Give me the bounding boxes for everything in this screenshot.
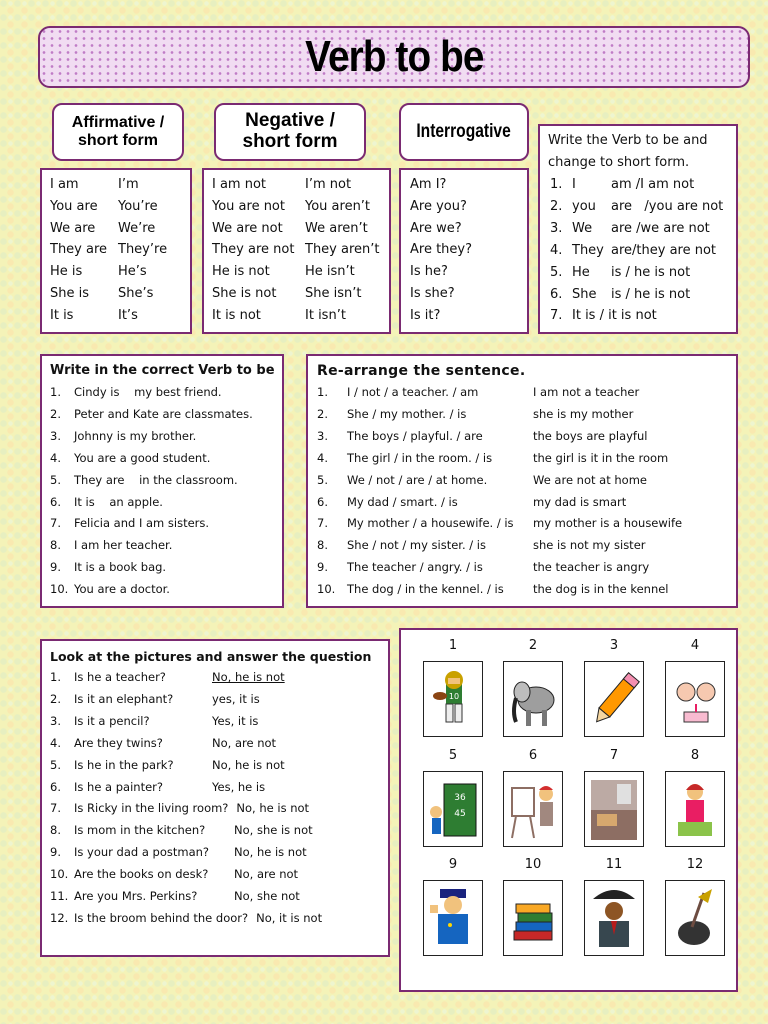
rearrange-row — [317, 448, 682, 470]
negative-full: You are not — [212, 198, 285, 214]
affirmative-short: I’m — [118, 177, 139, 192]
rearrange-row — [317, 470, 682, 492]
picture-number: 3 — [609, 638, 619, 653]
answer-sentence: my mother is a housewife — [533, 516, 683, 531]
question: Is he in the park? — [74, 757, 174, 772]
subject: She — [572, 286, 597, 302]
negative-full: She is not — [212, 285, 277, 301]
item-number: 1. — [317, 385, 328, 399]
affirmative-full: I am — [50, 177, 79, 192]
picture-question-row — [50, 777, 322, 799]
interrogative-row: Is it? — [410, 307, 441, 323]
picture-question-row — [50, 689, 322, 711]
correct-verb-row — [50, 492, 253, 514]
answer: No, he is not — [212, 670, 285, 684]
item-number: 7. — [50, 516, 61, 531]
answer: are /you are not — [611, 198, 724, 214]
sentence: Felicia and I am sisters. — [74, 516, 210, 531]
interrogative-row: Are you? — [410, 198, 467, 214]
item-number: 8. — [50, 538, 61, 553]
negative-short: We aren’t — [305, 220, 368, 236]
answer-sentence: We are not at home — [533, 472, 647, 487]
item-number: 1. — [50, 385, 61, 399]
picture-number: 8 — [690, 748, 700, 763]
rearrange-row — [317, 557, 682, 579]
question: Is it a pencil? — [74, 713, 150, 728]
negative-short: You aren’t — [305, 198, 371, 214]
item-number: 1. — [550, 177, 563, 192]
item-number: 5. — [317, 472, 328, 487]
picture-number: 10 — [524, 857, 542, 872]
room-icon — [584, 771, 644, 847]
affirmative-short: It’s — [118, 307, 138, 323]
affirmative-full: They are — [50, 242, 108, 258]
man-umbrella-icon — [584, 880, 644, 956]
elephant-icon — [503, 661, 563, 737]
picture-question-row — [50, 667, 322, 689]
answer: No, she is not — [234, 823, 313, 838]
picture-number: 7 — [609, 748, 619, 763]
broom-pot-icon — [665, 880, 725, 956]
correct-verb-row — [50, 470, 253, 492]
item-number: 7. — [50, 801, 61, 816]
affirmative-short: You’re — [118, 198, 158, 214]
item-number: 5. — [50, 757, 61, 772]
picture-question-row — [50, 864, 322, 886]
sentence: Johnny is my brother. — [74, 428, 197, 443]
svg-text:45: 45 — [454, 809, 466, 819]
item-number: 8. — [317, 538, 328, 553]
item-number: 9. — [317, 560, 328, 575]
scrambled-sentence: My dad / smart. / is — [347, 494, 458, 509]
sentence: Peter and Kate are classmates. — [74, 406, 253, 421]
affirmative-short: She’s — [118, 285, 154, 301]
answer: No, are not — [212, 735, 277, 750]
item-number: 10. — [50, 867, 69, 882]
woman-kitchen-icon — [665, 771, 725, 847]
rearrange-list — [317, 382, 682, 601]
interrogative-row: Am I? — [410, 177, 447, 192]
item-number: 4. — [550, 242, 563, 258]
negative-short: They aren’t — [305, 242, 380, 258]
affirmative-short: We’re — [118, 220, 156, 236]
subject: We — [572, 220, 593, 236]
change-short-heading-2: change to short form. — [548, 155, 690, 170]
affirmative-full: She is — [50, 285, 90, 301]
rearrange-heading: Re-arrange the sentence. — [317, 363, 526, 379]
interrogative-row: Are we? — [410, 220, 462, 236]
answer: is / he is not — [611, 264, 691, 280]
change-short-row — [550, 284, 723, 306]
answer-sentence: she is not my sister — [533, 538, 646, 553]
change-short-heading-1: Write the Verb to be and — [548, 133, 708, 148]
change-short-row — [550, 240, 723, 262]
books-icon — [503, 880, 563, 956]
scrambled-sentence: The teacher / angry. / is — [347, 560, 483, 575]
answer: No, he is not — [212, 757, 285, 772]
sentence: Cindy is my best friend. — [74, 385, 222, 399]
negative-row — [212, 218, 380, 240]
correct-verb-heading: Write in the correct Verb to be — [50, 363, 275, 378]
question: Is he a teacher? — [74, 670, 166, 684]
correct-verb-row — [50, 579, 253, 601]
item-number: 12. — [50, 910, 69, 925]
scrambled-sentence: The dog / in the kennel. / is — [347, 582, 504, 597]
item-number: 4. — [317, 450, 328, 465]
rearrange-row — [317, 382, 682, 404]
picture-question-row — [50, 755, 322, 777]
scrambled-sentence: My mother / a housewife. / is — [347, 516, 514, 531]
affirmative-full: You are — [50, 198, 98, 214]
affirmative-short: He’s — [118, 264, 147, 280]
picture-question-row — [50, 842, 322, 864]
item-number: 11. — [50, 889, 69, 904]
affirmative-table — [50, 174, 167, 327]
subject: I — [572, 177, 576, 192]
pencil-eraser-icon — [584, 661, 644, 737]
item-number: 3. — [50, 428, 61, 443]
question: Is your dad a postman? — [74, 845, 210, 860]
change-short-list — [550, 174, 723, 327]
negative-label: Negative / short form — [214, 103, 366, 161]
negative-row — [212, 196, 380, 218]
picture-number: 2 — [528, 638, 538, 653]
sentence: It is an apple. — [74, 494, 163, 509]
teacher-board-icon — [423, 771, 483, 847]
picture-number: 12 — [686, 857, 704, 872]
item-number: 2. — [550, 198, 563, 214]
question: Is he a painter? — [74, 779, 164, 794]
item-number: 6. — [550, 286, 563, 302]
negative-short: She isn’t — [305, 285, 362, 301]
picture-question-row — [50, 886, 322, 908]
sentence: They are in the classroom. — [74, 472, 238, 487]
answer: are/they are not — [611, 242, 717, 258]
item-number: 3. — [550, 220, 563, 236]
negative-short: I’m not — [305, 177, 352, 192]
scrambled-sentence: We / not / are / at home. — [347, 472, 488, 487]
rearrange-row — [317, 492, 682, 514]
item-number: 4. — [50, 450, 61, 465]
picture-number: 9 — [448, 857, 458, 872]
policeman-icon — [423, 880, 483, 956]
rearrange-row — [317, 426, 682, 448]
football-player-icon — [423, 661, 483, 737]
negative-full: He is not — [212, 264, 270, 280]
item-number: 3. — [50, 713, 61, 728]
sentence: You are a doctor. — [74, 582, 170, 597]
picture-question-row — [50, 733, 322, 755]
correct-verb-row — [50, 404, 253, 426]
item-number: 6. — [317, 494, 328, 509]
picture-question-row — [50, 711, 322, 733]
picture-number: 4 — [690, 638, 700, 653]
item-number: 2. — [50, 406, 61, 421]
question: Are you Mrs. Perkins? — [74, 889, 198, 904]
picture-question-row — [50, 820, 322, 842]
change-short-row — [550, 305, 723, 327]
correct-verb-row — [50, 557, 253, 579]
affirmative-row — [50, 305, 167, 327]
rearrange-row — [317, 535, 682, 557]
subject: It is / it is not — [572, 308, 657, 324]
pictures-question-list — [50, 667, 322, 930]
change-short-row — [550, 174, 723, 196]
negative-row — [212, 305, 380, 327]
svg-text:10: 10 — [448, 692, 460, 701]
answer-sentence: I am not a teacher — [533, 385, 640, 399]
correct-verb-row — [50, 426, 253, 448]
subject: He — [572, 264, 590, 280]
answer-sentence: my dad is smart — [533, 494, 627, 509]
interrogative-row: Is he? — [410, 264, 448, 280]
painter-icon — [503, 771, 563, 847]
picture-number: 6 — [528, 748, 538, 763]
interrogative-row: Are they? — [410, 242, 473, 258]
affirmative-full: We are — [50, 220, 96, 236]
item-number: 7. — [317, 516, 328, 531]
interrogative-label: Interrogative — [399, 103, 529, 161]
answer: No, it is not — [256, 910, 323, 925]
affirmative-row — [50, 261, 167, 283]
answer-sentence: the girl is it in the room — [533, 450, 669, 465]
negative-row — [212, 174, 380, 196]
picture-number: 5 — [448, 748, 458, 763]
item-number: 6. — [50, 494, 61, 509]
negative-full: They are not — [212, 242, 295, 258]
negative-table — [212, 174, 380, 327]
interrogative-table — [410, 174, 472, 327]
scrambled-sentence: The girl / in the room. / is — [347, 450, 493, 465]
question: Is Ricky in the living room? — [74, 801, 229, 816]
question: Is the broom behind the door? — [74, 910, 249, 925]
item-number: 10. — [317, 582, 336, 597]
answer: is / he is not — [611, 286, 691, 302]
svg-text:36: 36 — [454, 793, 466, 803]
answer: No, he is not — [236, 801, 310, 816]
question: Is mom in the kitchen? — [74, 823, 206, 838]
affirmative-row — [50, 283, 167, 305]
affirmative-label: Affirmative / short form — [52, 103, 184, 161]
negative-row — [212, 239, 380, 261]
subject: you — [572, 198, 596, 214]
answer-sentence: she is my mother — [533, 406, 634, 421]
correct-verb-row — [50, 513, 253, 535]
scrambled-sentence: I / not / a teacher. / am — [347, 385, 479, 399]
twins-cake-icon — [665, 661, 725, 737]
scrambled-sentence: She / my mother. / is — [347, 406, 467, 421]
item-number: 9. — [50, 845, 61, 860]
item-number: 5. — [550, 264, 563, 280]
answer: Yes, it is — [212, 713, 259, 728]
scrambled-sentence: She / not / my sister. / is — [347, 538, 486, 553]
negative-short: It isn’t — [305, 307, 346, 323]
picture-question-row — [50, 798, 322, 820]
item-number: 6. — [50, 779, 61, 794]
item-number: 1. — [50, 670, 61, 684]
answer: No, she not — [234, 889, 300, 904]
item-number: 10. — [50, 582, 69, 597]
sentence: I am her teacher. — [74, 538, 173, 553]
picture-question-row — [50, 908, 322, 930]
negative-short: He isn’t — [305, 264, 355, 280]
correct-verb-list — [50, 382, 253, 601]
negative-full: I am not — [212, 177, 267, 192]
pictures-question-heading: Look at the pictures and answer the question — [50, 649, 372, 664]
question: Are they twins? — [74, 735, 163, 750]
item-number: 4. — [50, 735, 61, 750]
answer-sentence: the teacher is angry — [533, 560, 650, 575]
correct-verb-row — [50, 382, 253, 404]
rearrange-row — [317, 579, 682, 601]
answer-sentence: the dog is in the kennel — [533, 582, 669, 597]
sentence: You are a good student. — [74, 450, 211, 465]
scrambled-sentence: The boys / playful. / are — [347, 428, 483, 443]
change-short-row — [550, 218, 723, 240]
affirmative-full: It is — [50, 307, 74, 323]
item-number: 9. — [50, 560, 61, 575]
answer-sentence: the boys are playful — [533, 428, 648, 443]
affirmative-short: They’re — [118, 242, 168, 258]
item-number: 7. — [550, 308, 563, 324]
rearrange-row — [317, 404, 682, 426]
negative-full: It is not — [212, 307, 261, 323]
interrogative-row: Is she? — [410, 285, 455, 301]
rearrange-row — [317, 513, 682, 535]
negative-full: We are not — [212, 220, 283, 236]
negative-row — [212, 283, 380, 305]
correct-verb-row — [50, 448, 253, 470]
answer: am /I am not — [611, 177, 695, 192]
subject: They — [572, 242, 604, 258]
correct-verb-row — [50, 535, 253, 557]
item-number: 8. — [50, 823, 61, 838]
item-number: 3. — [317, 428, 328, 443]
question: Are the books on desk? — [74, 867, 209, 882]
negative-row — [212, 261, 380, 283]
item-number: 2. — [50, 691, 61, 706]
affirmative-row — [50, 196, 167, 218]
item-number: 2. — [317, 406, 328, 421]
answer: Yes, he is — [212, 779, 266, 794]
picture-number: 1 — [448, 638, 458, 653]
affirmative-row — [50, 174, 167, 196]
affirmative-full: He is — [50, 264, 83, 280]
picture-number: 11 — [605, 857, 623, 872]
answer: are /we are not — [611, 220, 710, 236]
answer: yes, it is — [212, 691, 260, 706]
title-banner — [38, 26, 750, 88]
affirmative-row — [50, 239, 167, 261]
change-short-row — [550, 262, 723, 284]
question: Is it an elephant? — [74, 691, 174, 706]
answer: No, he is not — [234, 845, 307, 860]
answer: No, are not — [234, 867, 299, 882]
change-short-row — [550, 196, 723, 218]
page-title: Verb to be — [304, 32, 484, 81]
sentence: It is a book bag. — [74, 560, 167, 575]
item-number: 5. — [50, 472, 61, 487]
affirmative-row — [50, 218, 167, 240]
